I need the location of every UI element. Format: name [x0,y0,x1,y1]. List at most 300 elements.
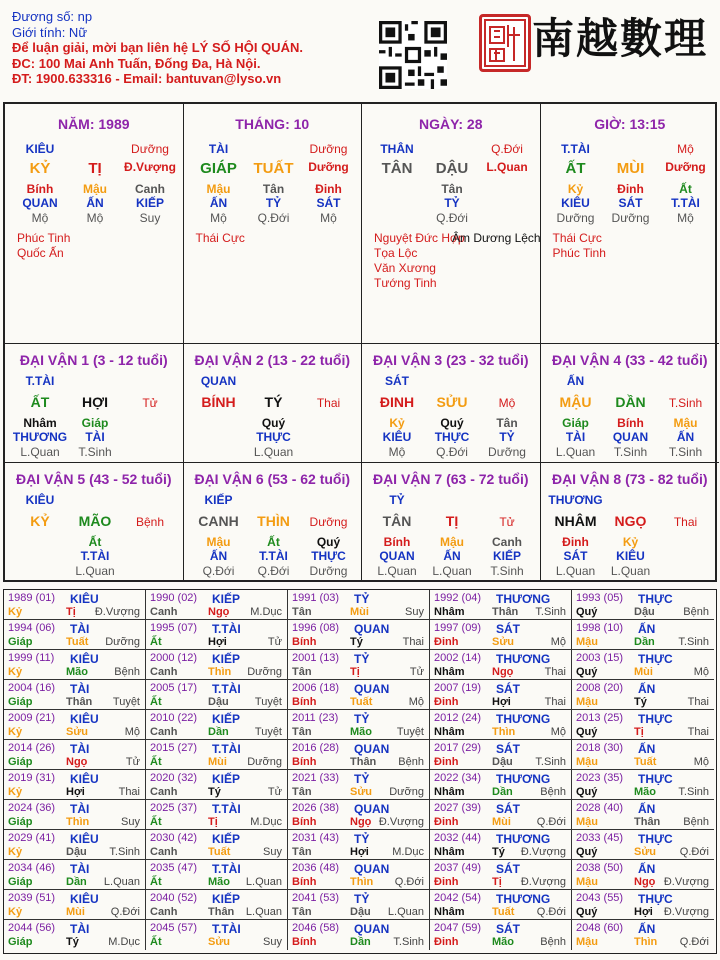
daivan-cell[interactable] [362,463,541,582]
year-branch: Hợi [492,696,511,708]
year-cell[interactable] [430,650,572,680]
year-state: Tuyệt [396,726,424,738]
star-item: Phúc Tinh [552,246,606,260]
year-cell[interactable] [572,920,714,950]
year-stem: Nhâm [434,666,465,678]
year-branch: Sửu [208,936,231,948]
year-state: L.Quan [103,876,140,888]
daivan-hidden-god: T.TÀI [80,549,110,563]
year-state: Mộ [408,696,424,708]
year-state: Thai [118,786,140,798]
year-state: Q.Đới [679,846,709,858]
year-cell[interactable] [288,920,430,950]
daivan-hidden-stem: Bính [617,416,644,430]
pillar-state: Đ.Vượng [124,160,176,174]
year-state: T.Sinh [678,636,709,648]
daivan-stem: BÍNH [201,394,236,410]
year-cell[interactable] [288,740,430,770]
year-stem: Kỷ [8,846,23,858]
daivan-hidden-stem: Tân [496,416,518,430]
year-branch: Thìn [66,816,90,828]
daivan-hidden-state: L.Quan [432,564,472,578]
year-branch: Dậu [492,756,513,768]
star-item: Tướng Tinh [374,276,437,290]
year-branch: Hợi [66,786,85,798]
year-state: M.Dục [392,846,424,858]
year-god: KIÊU [70,892,99,906]
year-stem: Mậu [576,876,598,888]
year-state: Đ.Vượng [94,606,140,618]
year-god: THƯƠNG [496,652,551,666]
year-cell[interactable] [4,860,146,890]
daivan-hidden-stem: Quý [440,416,464,430]
year-cell[interactable] [430,830,572,860]
daivan-title: ĐẠI VẬN 1 (3 - 12 tuổi) [19,352,168,368]
pillar-stem: GIÁP [200,160,237,177]
year-branch: Dần [66,876,87,888]
hidden-state: Dưỡng [611,211,650,225]
daivan-hidden-stem: Kỷ [389,416,405,430]
year-cell[interactable] [572,620,714,650]
year-state: Thai [687,726,709,738]
daivan-stem: KỶ [30,513,50,529]
year-state: Đ.Vượng [663,876,709,888]
owner-name: Đương số: np [12,9,93,24]
year-cell[interactable] [4,650,146,680]
year-god: QUAN [354,742,390,756]
year-cell[interactable] [146,590,288,620]
daivan-hidden-state: L.Quan [253,445,294,459]
year-state: Dưỡng [105,636,140,648]
star-item: Thái Cực [195,231,245,245]
year-stem: Kỷ [8,786,23,798]
year-state: L.Quan [387,906,424,918]
daivan-cell[interactable] [184,463,363,582]
year-label: 2022 (34) [434,772,482,784]
year-branch: Thân [66,696,93,708]
daivan-cell[interactable] [184,344,363,463]
daivan-state: Dưỡng [309,515,348,529]
daivan-state: Thai [673,515,698,529]
daivan-cell[interactable] [5,344,184,463]
year-label: 2035 (47) [150,862,198,874]
year-label: 1992 (04) [434,592,482,604]
daivan-god: QUAN [200,374,237,388]
year-cell[interactable] [288,890,430,920]
year-label: 1997 (09) [434,622,482,634]
year-label: 2041 (53) [292,892,340,904]
year-branch: Tý [208,786,221,798]
year-label: 2036 (48) [292,862,340,874]
year-cell[interactable] [430,890,572,920]
pillar-god: Q.Đới [491,142,523,156]
year-label: 2019 (31) [8,772,56,784]
star-item: Phúc Tinh [17,231,71,245]
pillar-title: NGÀY: 28 [418,116,483,132]
year-label: 1999 (11) [8,652,55,664]
year-cell[interactable] [430,710,572,740]
year-cell[interactable] [288,710,430,740]
year-cell[interactable] [4,830,146,860]
daivan-hidden-stem: Đinh [562,535,589,549]
daivan-hidden-state: Q.Đới [202,564,235,578]
year-cell[interactable] [430,770,572,800]
year-label: 2011 (23) [292,712,339,724]
year-god: KIẾP [212,652,241,666]
year-state: Dưỡng [247,666,282,678]
year-branch: Tý [350,636,363,648]
year-cell[interactable] [572,650,714,680]
year-cell[interactable] [4,740,146,770]
year-stem: Quý [576,846,598,858]
year-branch: Thìn [350,876,374,888]
star-extra: Âm Dương Lệch [452,231,541,245]
year-cell[interactable] [4,770,146,800]
year-label: 2031 (43) [292,832,340,844]
daivan-branch: HỢI [82,394,108,410]
hidden-god: KIẾP [135,196,164,210]
year-cell[interactable] [572,770,714,800]
year-state: Suy [263,846,282,858]
year-cell[interactable] [572,680,714,710]
daivan-cell[interactable] [541,344,720,463]
year-stem: Mậu [576,696,598,708]
daivan-stem: TÂN [382,513,412,529]
year-stem: Đinh [434,636,459,648]
year-branch: Sửu [66,726,89,738]
year-stem: Bính [292,876,317,888]
year-cell[interactable] [430,800,572,830]
year-cell[interactable] [288,620,430,650]
daivan-hidden-state: T.Sinh [668,445,703,459]
year-stem: Canh [150,906,178,918]
year-state: Thai [687,696,709,708]
daivan-hidden-god: TÀI [85,430,105,444]
year-god: THƯƠNG [496,892,551,906]
year-cell[interactable] [4,920,146,950]
daivan-hidden-god: THỰC [256,430,291,444]
daivan-hidden-god: T.TÀI [259,549,288,563]
year-branch: Tuất [208,846,231,858]
year-god: THƯƠNG [496,832,551,846]
year-cell[interactable] [572,860,714,890]
year-state: Tử [267,636,282,648]
year-cell[interactable] [572,800,714,830]
year-branch: Tý [492,846,505,858]
year-label: 2042 (54) [434,892,482,904]
year-state: M.Dục [250,816,282,828]
daivan-hidden-god: SÁT [563,549,588,563]
pillar-god: Dưỡng [309,142,348,156]
year-god: T.TÀI [212,802,241,816]
year-label: 1995 (07) [150,622,198,634]
daivan-cell[interactable] [5,463,184,582]
year-god: QUAN [354,622,390,636]
year-cell[interactable] [146,920,288,950]
year-stem: Đinh [434,816,459,828]
year-cell[interactable] [288,770,430,800]
year-cell[interactable] [572,890,714,920]
year-branch: Hợi [208,636,227,648]
year-branch: Dậu [634,606,655,618]
year-label: 2026 (38) [292,802,340,814]
daivan-hidden-stem: Bính [383,535,411,549]
daivan-cell[interactable] [541,463,720,582]
pillar-stem: ẤT [565,160,586,177]
year-label: 2045 (57) [150,922,198,934]
year-cell[interactable] [288,860,430,890]
daivan-hidden-state: T.Sinh [78,445,112,459]
year-label: 2039 (51) [8,892,56,904]
year-branch: Mão [492,936,514,948]
year-stem: Tân [292,906,312,918]
pillar-title: NĂM: 1989 [57,116,130,132]
daivan-hidden-god: TÀI [565,430,586,444]
year-god: TÀI [70,682,90,696]
year-god: KIÊU [70,652,99,666]
hidden-god: KIÊU [561,196,590,210]
year-state: Thai [544,696,566,708]
year-label: 1998 (10) [576,622,624,634]
year-state: M.Dục [250,606,282,618]
year-cell[interactable] [146,740,288,770]
year-state: Tử [409,666,424,678]
year-branch: Ngọ [208,606,230,618]
year-state: Mộ [693,666,709,678]
daivan-hidden-state: L.Quan [20,445,60,459]
year-cell[interactable] [288,650,430,680]
year-stem: Ất [150,696,162,708]
year-god: KIẾP [212,832,241,846]
year-cell[interactable] [288,830,430,860]
year-cell[interactable] [146,710,288,740]
year-god: TÀI [70,862,90,876]
year-cell[interactable] [146,860,288,890]
year-stem: Giáp [8,636,33,648]
year-cell[interactable] [288,590,430,620]
year-branch: Tuất [350,696,373,708]
daivan-hidden-stem: Kỷ [622,535,639,549]
year-stem: Giáp [8,756,33,768]
year-stem: Đinh [434,876,459,888]
year-state: Đ.Vượng [378,816,424,828]
year-branch: Tý [634,696,647,708]
year-god: SÁT [496,802,520,816]
daivan-hidden-god: TỶ [499,430,515,444]
year-branch: Dậu [350,906,371,918]
year-god: ẤN [638,682,656,696]
yearly-table [3,589,717,954]
daivan-cell[interactable] [362,344,541,463]
daivan-hidden-stem: Ất [88,535,102,549]
year-cell[interactable] [288,800,430,830]
year-stem: Đinh [434,936,459,948]
daivan-hidden-state: L.Quan [75,564,115,578]
daivan-branch: TỊ [445,513,459,529]
year-stem: Mậu [576,936,598,948]
year-stem: Canh [150,786,178,798]
year-label: 1989 (01) [8,592,56,604]
year-god: THỰC [638,892,673,906]
year-stem: Nhâm [434,726,465,738]
year-state: Bệnh [683,606,709,618]
daivan-stem: ẤT [30,394,50,410]
year-state: Mộ [550,636,566,648]
daivan-title: ĐẠI VẬN 4 (33 - 42 tuổi) [551,352,708,368]
hidden-stem: Mậu [206,182,231,196]
year-god: TỶ [354,892,370,906]
daivan-stem: MẬU [559,394,592,410]
year-cell[interactable] [572,740,714,770]
year-cell[interactable] [572,830,714,860]
pillar-god: Dưỡng [131,142,169,156]
year-cell[interactable] [4,890,146,920]
year-label: 2046 (58) [292,922,340,934]
year-cell[interactable] [4,710,146,740]
year-cell[interactable] [430,740,572,770]
year-stem: Đinh [434,756,459,768]
year-cell[interactable] [288,680,430,710]
daivan-hidden-god: QUAN [379,549,415,563]
daivan-god: TỶ [389,493,405,507]
year-cell[interactable] [4,800,146,830]
year-branch: Hợi [634,906,653,918]
year-cell[interactable] [572,590,714,620]
year-label: 2007 (19) [434,682,482,694]
daivan-hidden-stem: Mậu [440,535,464,549]
year-god: TỶ [354,772,370,786]
daivan-state: Bệnh [135,515,165,529]
pillar-title: THÁNG: 10 [235,116,310,132]
year-god: KIẾP [212,592,241,606]
daivan-title: ĐẠI VẬN 6 (53 - 62 tuổi) [194,471,351,487]
year-cell[interactable] [146,890,288,920]
year-branch: Ngọ [350,816,372,828]
daivan-branch: TÝ [264,394,283,410]
year-state: Tuyệt [254,696,282,708]
year-label: 2032 (44) [434,832,482,844]
year-cell[interactable] [146,620,288,650]
year-god: THỰC [638,592,673,606]
star-item: Thái Cực [552,231,602,245]
daivan-hidden-stem: Nhâm [23,416,57,430]
year-stem: Kỷ [8,726,23,738]
year-god: T.TÀI [212,682,241,696]
year-cell[interactable] [572,710,714,740]
hidden-stem: Canh [135,182,165,196]
year-cell[interactable] [146,770,288,800]
year-branch: Dậu [66,846,87,858]
year-state: Tuyệt [112,696,140,708]
year-label: 1996 (08) [292,622,340,634]
daivan-hidden-god: ẤN [676,430,695,444]
daivan-title: ĐẠI VẬN 2 (13 - 22 tuổi) [194,352,351,368]
year-god: THỰC [638,772,673,786]
year-state: Q.Đới [536,906,566,918]
daivan-hidden-state: Dưỡng [488,445,526,459]
year-label: 2020 (32) [150,772,198,784]
year-cell[interactable] [430,860,572,890]
year-state: T.Sinh [678,786,709,798]
year-branch: Thân [634,816,661,828]
year-label: 1991 (03) [292,592,340,604]
year-cell[interactable] [146,650,288,680]
year-cell[interactable] [4,680,146,710]
year-stem: Ất [150,816,162,828]
year-stem: Kỷ [8,666,23,678]
year-stem: Quý [576,606,598,618]
year-state: Tử [267,786,282,798]
year-god: QUAN [354,682,390,696]
year-god: ẤN [638,922,656,936]
year-state: Bệnh [540,936,566,948]
daivan-stem: ĐINH [379,394,415,410]
year-label: 2014 (26) [8,742,56,754]
year-label: 2001 (13) [292,652,340,664]
year-cell[interactable] [146,680,288,710]
year-god: SÁT [496,682,520,696]
hidden-state: Mộ [86,211,104,225]
year-god: KIẾP [212,892,241,906]
year-cell[interactable] [4,620,146,650]
year-label: 2013 (25) [576,712,624,724]
hidden-god: TỶ [444,196,460,210]
year-cell[interactable] [4,590,146,620]
year-branch: Ngọ [634,876,656,888]
pillar-cell [5,104,184,344]
year-god: TÀI [70,802,90,816]
year-stem: Tân [292,606,312,618]
year-label: 2008 (20) [576,682,624,694]
daivan-hidden-state: L.Quan [555,564,596,578]
hidden-state: Q.Đới [436,211,468,225]
year-state: Suy [263,936,282,948]
year-label: 2024 (36) [8,802,56,814]
daivan-hidden-stem: Mậu [206,535,231,549]
year-cell[interactable] [430,920,572,950]
qr-code-icon[interactable] [379,21,447,89]
year-god: KIÊU [70,772,99,786]
year-stem: Canh [150,726,178,738]
year-stem: Nhâm [434,906,465,918]
year-cell[interactable] [430,620,572,650]
daivan-hidden-god: THỰC [311,549,346,563]
year-branch: Sửu [350,786,373,798]
daivan-state: Tử [142,396,158,410]
year-label: 2012 (24) [434,712,482,724]
daivan-hidden-state: L.Quan [377,564,417,578]
phone-email: ĐT: 1900.633316 - Email: bantuvan@lyso.vn [12,71,282,86]
hidden-stem: Kỷ [567,182,584,196]
daivan-god: T.TÀI [25,374,55,388]
daivan-state: T.Sinh [668,396,703,410]
hidden-stem: Mậu [83,182,107,196]
year-label: 2000 (12) [150,652,198,664]
daivan-god: SÁT [385,374,409,388]
year-state: Q.Đới [536,816,566,828]
year-god: SÁT [496,862,520,876]
year-stem: Mậu [576,816,598,828]
year-cell[interactable] [146,800,288,830]
daivan-branch: DẦN [615,394,646,410]
year-cell[interactable] [430,590,572,620]
year-cell[interactable] [430,680,572,710]
daivan-hidden-god: QUAN [612,430,649,444]
year-god: THƯƠNG [496,712,551,726]
hidden-stem: Đinh [315,182,342,196]
year-cell[interactable] [146,830,288,860]
year-branch: Tị [208,816,218,828]
